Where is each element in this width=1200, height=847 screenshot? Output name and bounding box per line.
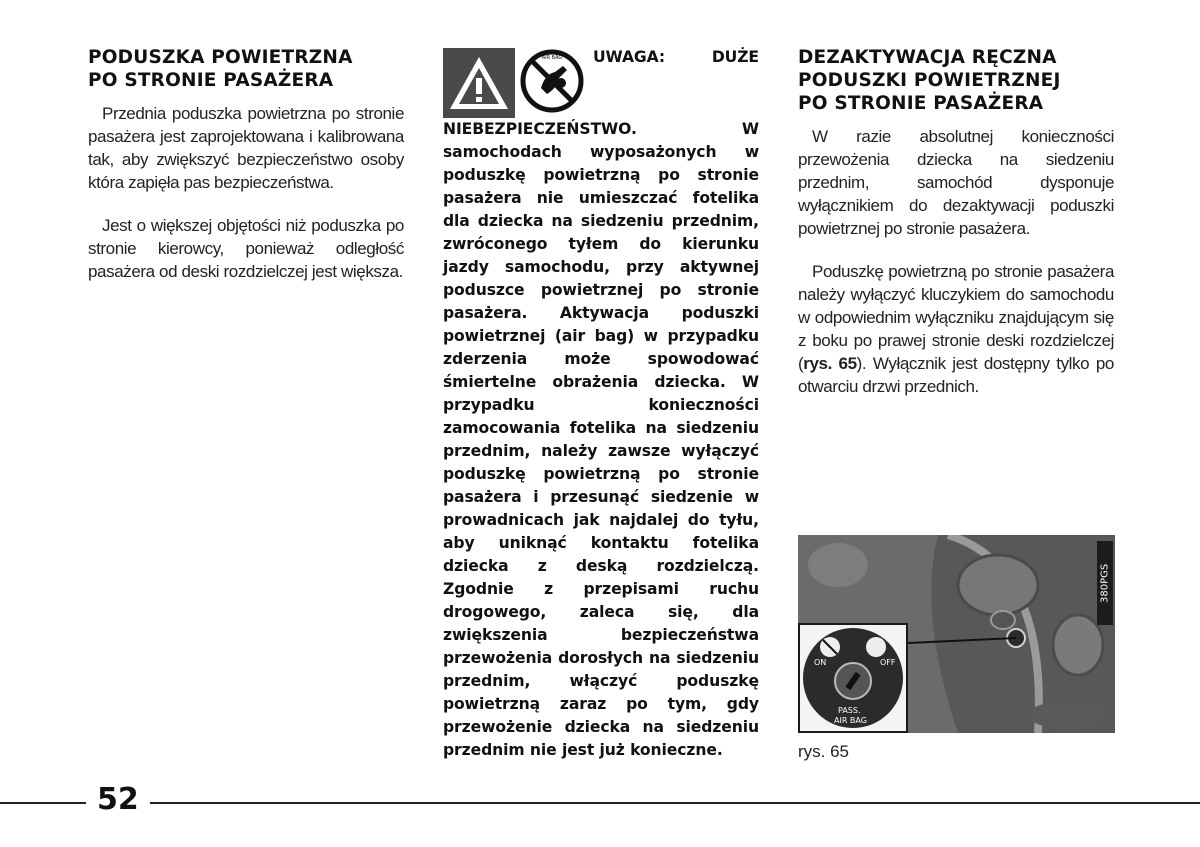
- figure-code-label: 380PGS: [1097, 541, 1113, 625]
- heading-line: PODUSZKI POWIETRZNEJ: [798, 70, 1061, 91]
- switch-airbag-label: AIR BAG: [834, 716, 867, 725]
- paragraph-text: Poduszkę powietrzną po stronie pasażera należy wyłączyć kluczykiem do samochodu w odpowiednim wyłączniku znajdującym się z boku po prawej stronie deski rozdzielczej (: [798, 262, 1114, 373]
- heading-line: PO STRONIE PASAŻERA: [798, 93, 1044, 114]
- warning-triangle-icon: [443, 48, 515, 118]
- icon-airbag-label: AIR BAG: [541, 55, 563, 61]
- section-heading-manual-deactivation: [798, 46, 1114, 115]
- switch-pass-label: PASS.: [838, 706, 861, 715]
- heading-line: DEZAKTYWACJA RĘCZNA: [798, 47, 1057, 68]
- footer-rule-left: [0, 802, 86, 804]
- paragraph: Jest o większej objętości niż poduszka po stronie kierowcy, ponieważ odległość pasażera od deski rozdzielczej jest większa.: [88, 216, 404, 281]
- heading-line: PO STRONIE PASAŻERA: [88, 70, 334, 91]
- switch-off-label: OFF: [880, 658, 896, 667]
- footer-rule-right: [150, 802, 1200, 804]
- warning-column: [443, 46, 759, 762]
- page-number: 52: [97, 782, 139, 817]
- paragraph-text: ). Wyłącznik jest dostępny tylko po otwarciu drzwi przednich.: [798, 354, 1114, 396]
- figure-caption: rys. 65: [798, 742, 850, 761]
- paragraph: [798, 260, 1114, 398]
- switch-detail-inset: [798, 623, 908, 733]
- no-child-seat-airbag-icon: [519, 48, 585, 114]
- heading-line: PODUSZKA POWIETRZNA: [88, 47, 353, 68]
- paragraph: W razie absolutnej konieczności przewożenia dziecka na siedzeniu przednim, samochód dysponuje wyłącznikiem do dezaktywacji poduszki powietrznej po stronie pasażera.: [798, 127, 1114, 238]
- airbag-on-icon: [866, 637, 886, 657]
- warning-icons: [443, 48, 585, 118]
- figure-reference-link[interactable]: rys. 65: [803, 354, 857, 373]
- right-column: [798, 46, 1114, 418]
- switch-on-label: ON: [814, 658, 827, 667]
- paragraph: Przednia poduszka powietrzna po stronie pasażera jest zaprojektowana i kalibrowana tak, aby zwiększyć bezpieczeństwo osoby która zapięła pas bezpieczeństwa.: [88, 104, 404, 192]
- warning-box: [443, 46, 759, 762]
- left-column: [88, 46, 404, 303]
- figure-passenger-airbag-switch: [798, 535, 1115, 733]
- section-heading-passenger-airbag: [88, 46, 404, 92]
- warning-text: UWAGA: DUŻE NIEBEZPIECZEŃSTWO. W samochodach wyposażonych w poduszkę powietrzną po stronie pasażera nie umieszczać fotelika dla dziecka na siedzeniu przednim, zwróconego tyłem do kierunku jazdy samochodu, przy aktywnej poduszce powietrznej po stronie pasażera. Aktywacja poduszki powietrznej (air bag) w przypadku zderzenia może spowodować śmiertelne obrażenia dziecka. W przypadku konieczności zamocowania fotelika na siedzeniu przednim, należy zawsze wyłączyć poduszkę powietrzną po stronie pasażera i przesunąć siedzenie w prowadnicach jak najdalej do tyłu, aby uniknąć kontaktu fotelika dziecka z deską rozdzielczą. Zgodnie z przepisami ruchu drogowego, zaleca się, dla zwiększenia bezpieczeństwa przewożenia dorosłych na siedzeniu przednim, włączyć poduszkę powietrzną zaraz po tym, gdy przewożenie dziecka na siedzeniu przednim nie jest już konieczne.: [443, 48, 759, 759]
